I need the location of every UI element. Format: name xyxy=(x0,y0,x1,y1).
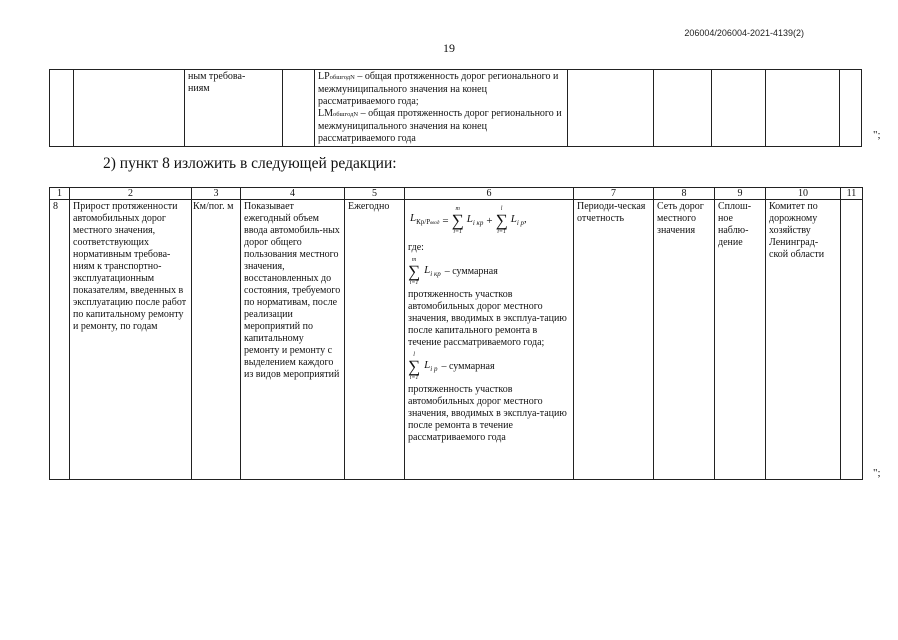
sum-symbol: m ∑ i=1 xyxy=(451,206,464,235)
column-header: 6 xyxy=(405,188,574,200)
table-cell xyxy=(74,70,185,147)
lm-definition: LMобшгодN – общая протяженность дорог регионального и межмуниципального значения на конец рассматриваемого года xyxy=(318,108,562,144)
sum-capital-repair-description: протяженность участков автомобильных дорог местного значения, вводимых в эксплуа-тацию после капитального ремонта в течение рассматриваемого года; xyxy=(408,289,567,348)
table-row xyxy=(50,200,863,480)
page-number: 19 xyxy=(443,41,455,55)
table-cell xyxy=(712,70,766,147)
indicator-description: Показывает ежегодный объем ввода автомобиль-ных дорог общего пользования местного значения, восстановленных до состояния, требуемого по нормативам, после реализации мероприятий по капитальному ремонту и ремонту с выделением каждого из видов мероприятий xyxy=(241,200,345,480)
column-header: 5 xyxy=(345,188,405,200)
main-formula: $L_{Кр/Рввод}$ = m ∑ i=1 $L_{i кр}$ + l ∑ i=1 $L_{i р}$, xyxy=(410,206,527,235)
table-cell xyxy=(840,70,862,147)
calculation-method xyxy=(405,200,574,480)
column-header: 7 xyxy=(574,188,654,200)
table-cell xyxy=(283,70,315,147)
responsible-body: Комитет по дорожному хозяйству Ленинград-ской области xyxy=(766,200,841,480)
table-cell: ным требова- ниям xyxy=(185,70,283,147)
sum-symbol: l ∑ i=1 xyxy=(408,352,421,381)
table-cell xyxy=(766,70,840,147)
column-header: 4 xyxy=(241,188,345,200)
column-header: 2 xyxy=(70,188,192,200)
unit-of-measure: Км/пог. м xyxy=(192,200,241,480)
indicator-name: Прирост протяженности автомобильных дорог местного значения, соответствующих нормативным требова-ниям к транспортно-эксплуатационным показателям, введенных в эксплуатацию после работ по капитальному ремонту и ремонту, по годам xyxy=(70,200,192,480)
sum-repair-description: протяженность участков автомобильных дорог местного значения, вводимых в эксплуа-тацию после ремонта в течение рассматриваемого года xyxy=(408,384,567,443)
table-row xyxy=(50,70,862,147)
column-header: 1 xyxy=(50,188,70,200)
observation-method: Сплош-ное наблю-дение xyxy=(715,200,766,480)
column-header: 10 xyxy=(766,188,841,200)
document-id: 206004/206004-2021-4139(2) xyxy=(684,28,804,38)
observation-object: Сеть дорог местного значения xyxy=(654,200,715,480)
sum-symbol: m ∑ i=1 xyxy=(408,257,421,286)
section-heading: 2) пункт 8 изложить в следующей редакции: xyxy=(103,155,397,172)
table-cell-formula-description xyxy=(315,70,568,147)
sum-repair-formula: l ∑ i=1 $L_{i р}$ – суммарная xyxy=(408,352,495,381)
table-cell xyxy=(841,200,863,480)
continuation-table xyxy=(49,69,862,147)
closing-quote-mark: "; xyxy=(873,129,881,141)
table-header-row xyxy=(50,188,863,200)
row-number: 8 xyxy=(50,200,70,480)
column-header: 9 xyxy=(715,188,766,200)
closing-quote-mark: "; xyxy=(873,467,881,479)
frequency: Ежегодно xyxy=(345,200,405,480)
lp-definition: LPобшгодN – общая протяженность дорог регионального и межмуниципального значения на конец рассматриваемого года; xyxy=(318,71,559,107)
sum-symbol: l ∑ i=1 xyxy=(495,206,508,235)
data-source-type: Периоди-ческая отчетность xyxy=(574,200,654,480)
column-header: 8 xyxy=(654,188,715,200)
table-cell xyxy=(654,70,712,147)
where-label: где: xyxy=(408,242,424,253)
table-cell xyxy=(568,70,654,147)
table-cell xyxy=(50,70,74,147)
column-header: 3 xyxy=(192,188,241,200)
indicator-table xyxy=(49,187,863,480)
sum-capital-repair-formula: m ∑ i=1 $L_{i кр}$ – суммарная xyxy=(408,257,498,286)
column-header: 11 xyxy=(841,188,863,200)
